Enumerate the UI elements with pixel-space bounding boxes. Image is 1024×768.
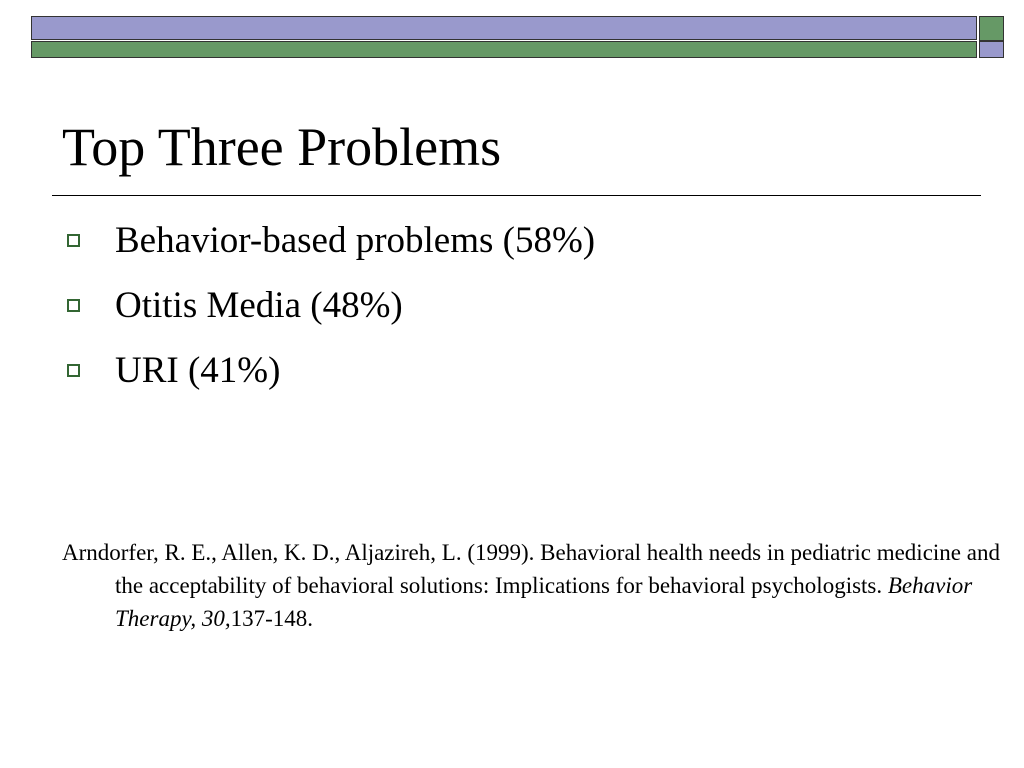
bullet-text: URI (41%) xyxy=(115,350,281,391)
banner-lavender-square xyxy=(979,41,1004,58)
hollow-square-bullet-icon xyxy=(67,364,80,377)
citation-pages: 137-148. xyxy=(230,606,314,631)
banner-lavender-band xyxy=(31,16,977,40)
banner-green-square xyxy=(979,16,1004,41)
title-divider xyxy=(52,195,981,196)
citation xyxy=(62,536,1024,635)
banner-green-band xyxy=(31,41,977,58)
bullet-text: Behavior-based problems (58%) xyxy=(115,220,596,261)
citation-authors-year: Arndorfer, R. E., Allen, K. D., Aljazireh, L. (1999). xyxy=(62,540,541,565)
decorative-banner xyxy=(31,16,1004,58)
hollow-square-bullet-icon xyxy=(67,234,80,247)
slide-title: Top Three Problems xyxy=(62,117,502,177)
bullet-text: Otitis Media (48%) xyxy=(115,285,403,326)
hollow-square-bullet-icon xyxy=(67,299,80,312)
citation-journal-volume: Behavior Therapy, 30, xyxy=(115,573,973,631)
citation-article-title: Behavioral health needs in pediatric medicine and the acceptability of behavioral solutions: Implications for behavioral psychologists. xyxy=(115,540,1000,598)
